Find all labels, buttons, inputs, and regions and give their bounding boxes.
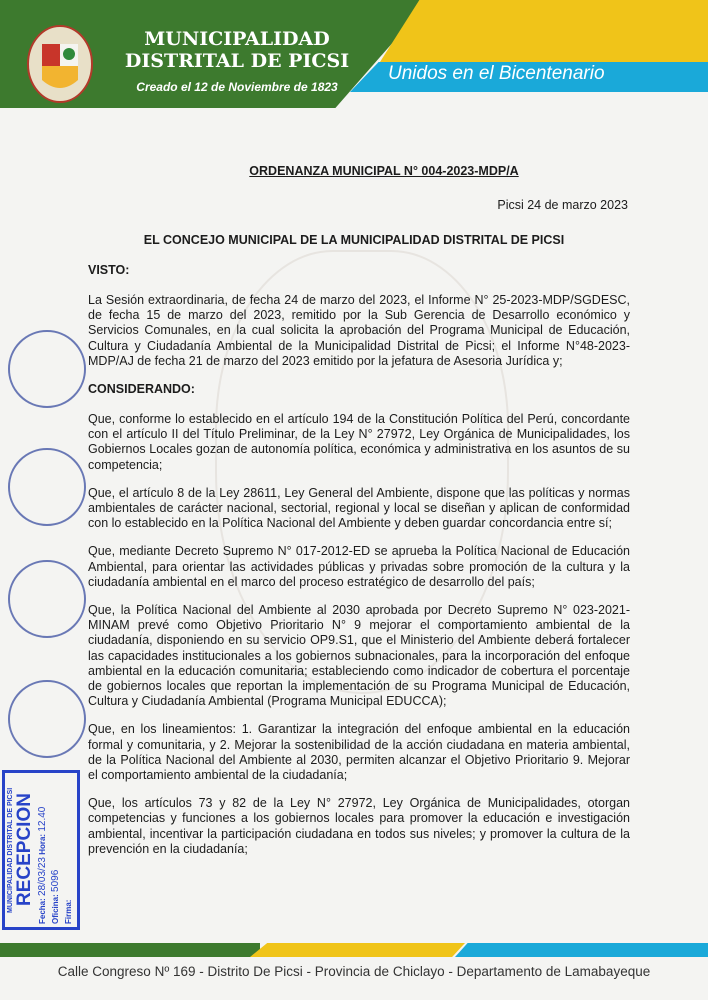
reception-stamp [2, 770, 80, 930]
paragraph: Que, conforme lo establecido en el artículo 194 de la Constitución Política del Perú, concordante con el artículo II del Título Preliminar, de la Ley N° 27972, Ley Orgánica de Municipalidades, los Gobiernos Locales gozan de autonomía política, económica y administrativa en los asuntos de su competencia; [88, 412, 630, 472]
paragraph: Que, la Política Nacional del Ambiente al 2030 aprobada por Decreto Supremo N° 023-2021-MINAM prevé como Objetivo Prioritario N° 9 mejorar el comportamiento ambiental de la ciudadanía, disponiendo en su servicio OP9.S1, que el Ministerio del Ambiente deberá fortalecer las capacidades institucionales a los gobiernos subnacionales, para la incorporación del enfoque ambiental en la educación comunitaria; estableciendo como indicador de cobertura el porcentaje de gobiernos locales que reportan la implementación de su Programa Municipal de Educación, Cultura y Ciudadanía Ambiental (Programa Municipal EDUCCA); [88, 603, 630, 709]
document-date: Picsi 24 de marzo 2023 [497, 198, 628, 212]
municipality-name-line1: MUNICIPALIDAD [144, 28, 330, 50]
asesoria-seal-stamp [8, 560, 86, 638]
reception-title: RECEPCION [14, 793, 36, 907]
paragraph: Que, en los lineamientos: 1. Garantizar la integración del enfoque ambiental en la educación formal y comunitaria, y 2. Mejorar la sostenibilidad de la acción ciudadana en materia ambiental, de la Política Nacional del Ambiente al 2030, permiten alcanzar el Objetivo Prioritario 9. Mejorar el comportamiento ambiental de la ciudadanía; [88, 722, 630, 783]
secretaria-seal-stamp [8, 680, 86, 758]
reception-org: MUNICIPALIDAD DISTRITAL DE PICSI [7, 787, 14, 913]
document-title [0, 164, 708, 178]
firma-label: Firma: [64, 899, 73, 924]
municipal-crest-logo [26, 24, 94, 104]
fecha-value: 28/03/23 [36, 857, 48, 896]
header-yellow-band [380, 0, 708, 62]
paragraph: Que, mediante Decreto Supremo N° 017-2012-ED se aprueba la Política Nacional de Educación Ambiental, para orientar las actividades públicas y privadas sobre promoción de la cultura y la ciudadanía ambiental en el marco del proceso estratégico de desarrollo del país; [88, 544, 630, 589]
municipality-name [112, 28, 362, 72]
document-heading: EL CONCEJO MUNICIPAL DE LA MUNICIPALIDAD DISTRITAL DE PICSI [143, 233, 565, 247]
paragraph: Que, el artículo 8 de la Ley 28611, Ley General del Ambiente, dispone que las políticas y normas ambientales de carácter nacional, sectorial, regional y local se diseñan y aplican de conformidad con lo establecido en la Política Nacional del Ambiente y deben guardar concordancia entre sí; [88, 485, 630, 531]
hora-label: Hora: [37, 833, 47, 855]
document-body [88, 263, 630, 870]
oficina-label: Oficina: [50, 894, 60, 924]
gerencia-seal-stamp [8, 448, 86, 526]
document-title-text: ORDENANZA MUNICIPAL N° 004-2023-MDP/A [249, 164, 519, 178]
footer-address: Calle Congreso Nº 169 - Distrito De Picsi - Provincia de Chiclayo - Departamento de Lamabayeque [57, 964, 651, 979]
oficina-line [50, 776, 62, 924]
visto-paragraph: La Sesión extraordinaria, de fecha 24 de marzo del 2023, el Informe N° 25-2023-MDP/SGDESC, de fecha 15 de marzo del 2023, remitido por la Sub Gerencia de Desarrollo económico y Servicios Comunales, en la cual solicita la aprobación del Programa Municipal de Educación, Cultura y Ciudadanía Ambiental de la Municipalidad Distrital de Picsi; el Informe N°48-2023-MDP/AJ de fecha 21 de marzo del 2023 emitido por la jefatura de Asesoria Jurídica y; [88, 293, 630, 368]
slogan: Unidos en el Bicentenario [388, 63, 605, 84]
fecha-hora-line [37, 776, 49, 924]
alcaldia-seal-stamp [8, 330, 86, 408]
footer-blue-band [455, 943, 708, 957]
oficina-value: 5096 [49, 869, 61, 892]
fecha-label: Fecha: [37, 898, 47, 924]
footer-yellow-band [250, 943, 465, 957]
creation-date: Creado el 12 de Noviembre de 1823 [136, 80, 338, 94]
municipality-name-line2: DISTRITAL DE PICSI [124, 50, 350, 72]
hora-value: 12.40 [36, 806, 48, 832]
paragraph: Que, los artículos 73 y 82 de la Ley N° 27972, Ley Orgánica de Municipalidades, otorgan competencias y funciones a los gobiernos locales para promover la educación e investigación ambiental, incentivar la participación ciudadana en todos sus niveles; y promover la cultura de la prevención en la ciudadanía; [88, 796, 630, 856]
considerando-label: CONSIDERANDO: [88, 382, 195, 397]
visto-label: VISTO: [88, 263, 130, 277]
footer-green-band [0, 943, 260, 957]
